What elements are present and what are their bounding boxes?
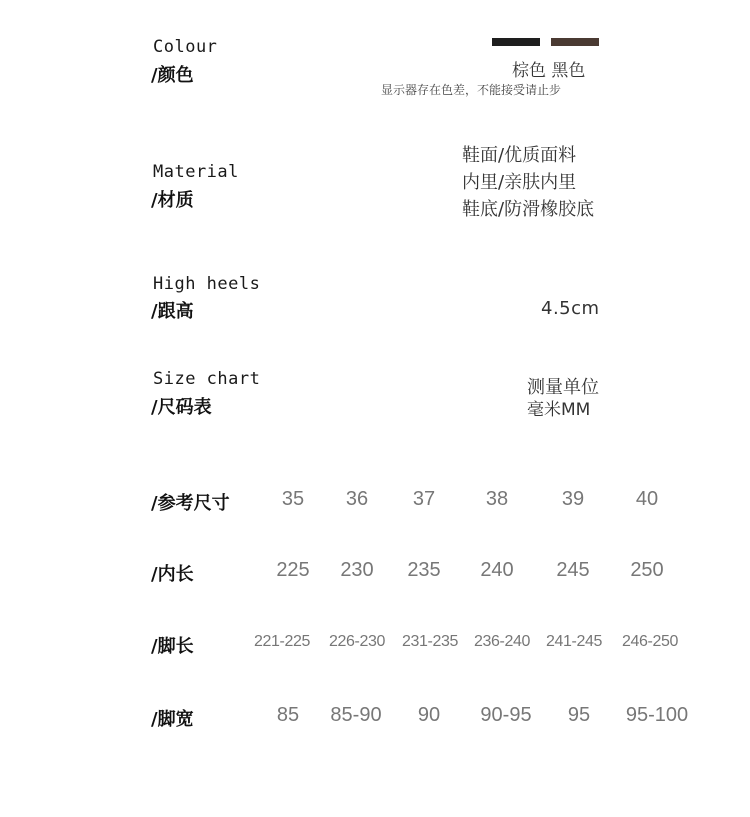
- size-cell: 221-225: [254, 633, 310, 650]
- size-cell: 231-235: [402, 633, 458, 650]
- size-cell: 90-95: [480, 704, 532, 726]
- size-cell: 37: [412, 488, 436, 510]
- size-cell: 241-245: [546, 633, 602, 650]
- size-cell: 85-90: [330, 704, 382, 726]
- unit-line-2: 毫米MM: [527, 400, 591, 420]
- size-row-label: /参考尺寸: [151, 493, 230, 514]
- size-cell: 225: [276, 559, 310, 581]
- size-cell: 235: [407, 559, 441, 581]
- size-cell: 38: [485, 488, 509, 510]
- heels-label-en: High heels: [153, 274, 261, 294]
- heels-label-zh: /跟高: [151, 301, 194, 322]
- size-cell: 95: [567, 704, 591, 726]
- material-line-upper: 鞋面/优质面料: [462, 145, 577, 166]
- size-chart-label-zh: /尺码表: [151, 397, 212, 418]
- size-cell: 240: [480, 559, 514, 581]
- material-label-en: Material: [153, 162, 239, 182]
- black-swatch[interactable]: [551, 38, 599, 46]
- colour-options: 棕色 黑色: [512, 61, 586, 81]
- size-cell: 245: [556, 559, 590, 581]
- size-chart-label-en: Size chart: [153, 369, 261, 389]
- heel-height-value: 4.5cm: [541, 298, 600, 319]
- colour-label-zh: /颜色: [151, 65, 194, 86]
- size-cell: 85: [276, 704, 300, 726]
- material-line-sole: 鞋底/防滑橡胶底: [462, 199, 595, 220]
- size-cell: 95-100: [625, 704, 689, 726]
- colour-label-en: Colour: [153, 37, 218, 57]
- size-cell: 226-230: [329, 633, 385, 650]
- colour-note: 显示器存在色差，不能接受请止步: [381, 83, 562, 97]
- size-cell: 246-250: [622, 633, 678, 650]
- size-row-label: /脚宽: [151, 709, 194, 730]
- size-cell: 40: [635, 488, 659, 510]
- size-cell: 230: [340, 559, 374, 581]
- material-line-lining: 内里/亲肤内里: [462, 172, 577, 193]
- material-label-zh: /材质: [151, 190, 194, 211]
- brown-swatch[interactable]: [492, 38, 540, 46]
- size-row-label: /脚长: [151, 636, 194, 657]
- size-cell: 36: [345, 488, 369, 510]
- unit-line-1: 测量单位: [527, 377, 599, 398]
- size-cell: 90: [417, 704, 441, 726]
- size-cell: 236-240: [474, 633, 530, 650]
- size-cell: 35: [281, 488, 305, 510]
- size-row-label: /内长: [151, 564, 194, 585]
- size-cell: 39: [561, 488, 585, 510]
- size-cell: 250: [630, 559, 664, 581]
